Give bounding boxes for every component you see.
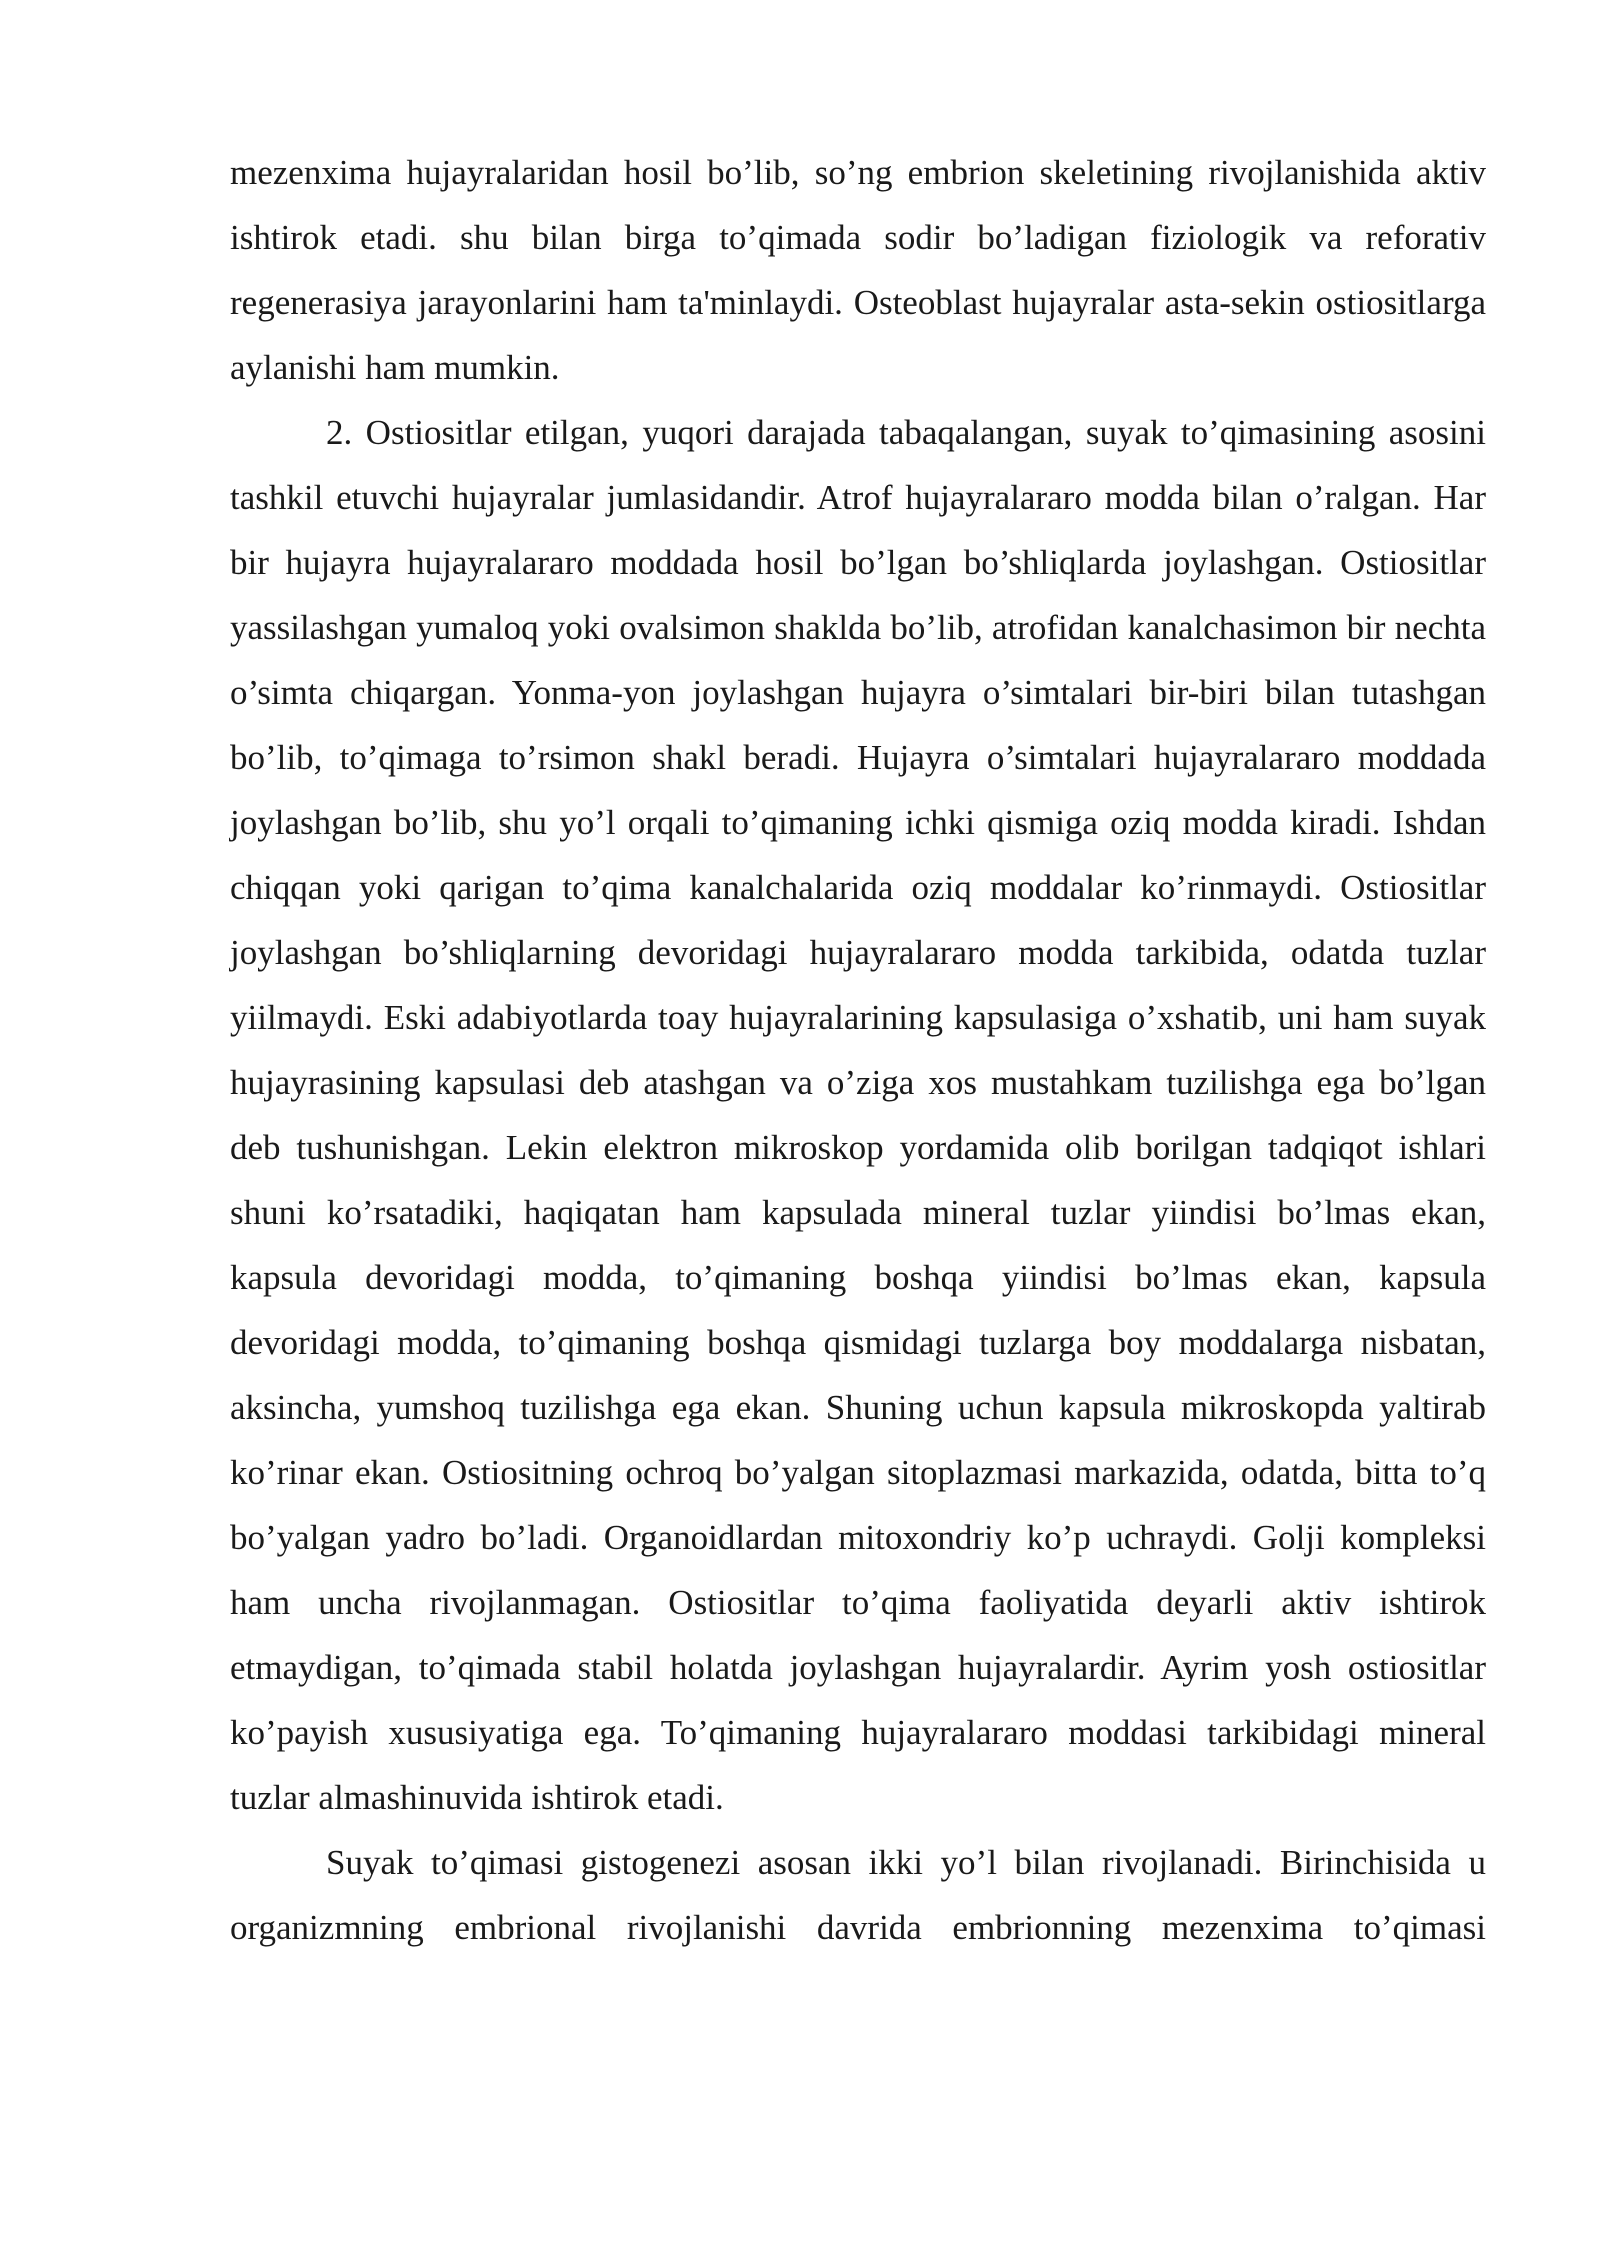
document-page xyxy=(230,140,1486,1960)
paragraph-gistogenez: Suyak to’qimasi gistogenezi asosan ikki yo’l bilan rivojlanadi. Birinchisida u organizmning embrional rivojlanishi davrida embrionning mezenxima to’qimasi xyxy=(230,1843,1486,1947)
paragraph-continuation: mezenxima hujayralaridan hosil bo’lib, so’ng embrion skeletining rivojlanishida aktiv ishtirok etadi. shu bilan birga to’qimada sodir bo’ladigan fiziologik va reforativ regenerasiya jarayonlarini ham ta'minlaydi. Osteoblast hujayralar asta-sekin ostiositlarga aylanishi ham mumkin. xyxy=(230,153,1486,387)
paragraph-ostiositlar: 2. Ostiositlar etilgan, yuqori darajada tabaqalangan, suyak to’qimasining asosini tashkil etuvchi hujayralar jumlasidandir. Atrof hujayralararo modda bilan o’ralgan. Har bir hujayra hujayralararo moddada hosil bo’lgan bo’shliqlarda joylashgan. Ostiositlar yassilashgan yumaloq yoki ovalsimon shaklda bo’lib, atrofidan kanalchasimon bir nechta o’simta chiqargan. Yonma-yon joylashgan hujayra o’simtalari bir-biri bilan tutashgan bo’lib, to’qimaga to’rsimon shakl beradi. Hujayra o’simtalari hujayralararo moddada joylashgan bo’lib, shu yo’l orqali to’qimaning ichki qismiga oziq modda kiradi. Ishdan chiqqan yoki qarigan to’qima kanalchalarida oziq moddalar ko’rinmaydi. Ostiositlar joylashgan bo’shliqlarning devoridagi hujayralararo modda tarkibida, odatda tuzlar yiilmaydi. Eski adabiyotlarda toay hujayralarining kapsulasiga o’xshatib, uni ham suyak hujayrasining kapsulasi deb atashgan va o’ziga xos mustahkam tuzilishga ega bo’lgan deb tushunishgan. Lekin elektron mikroskop yordamida olib borilgan tadqiqot ishlari shuni ko’rsatadiki, haqiqatan ham kapsulada mineral tuzlar yiindisi bo’lmas ekan, kapsula devoridagi modda, to’qimaning boshqa yiindisi bo’lmas ekan, kapsula devoridagi modda, to’qimaning boshqa qismidagi tuzlarga boy moddalarga nisbatan, aksincha, yumshoq tuzilishga ega ekan. Shuning uchun kapsula mikroskopda yaltirab ko’rinar ekan. Ostiositning ochroq bo’yalgan sitoplazmasi markazida, odatda, bitta to’q bo’yalgan yadro bo’ladi. Organoidlardan mitoxondriy ko’p uchraydi. Golji kompleksi ham uncha rivojlanmagan. Ostiositlar to’qima faoliyatida deyarli aktiv ishtirok etmaydigan, to’qimada stabil holatda joylashgan hujayralardir. Ayrim yosh ostiositlar ko’payish xususiyatiga ega. To’qimaning hujayralararo moddasi tarkibidagi mineral tuzlar almashinuvida ishtirok etadi. xyxy=(230,413,1486,1817)
